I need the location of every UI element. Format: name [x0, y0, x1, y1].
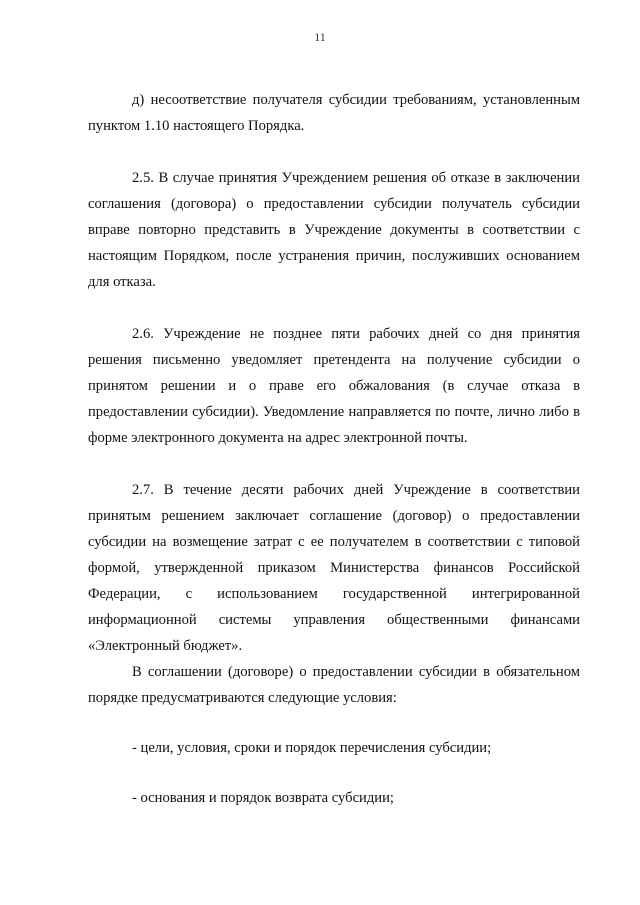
paragraph-spacer [88, 295, 580, 321]
paragraph-spacer [88, 139, 580, 165]
list-item-subsidy-return: - основания и порядок возврата субсидии; [132, 790, 394, 806]
page-number: 11 [314, 30, 326, 44]
paragraph-2-7: 2.7. В течение десяти рабочих дней Учреждение в соответствии принятым решением заключает соглашение (договор) о предоставлении субсидии на возмещение затрат с ее получателем в соответствии с типовой формой, утвержденной приказом Министерства финансов Российской Федерации, с использованием государственной интегрированной информационной системы управления общественными финансами «Электронный бюджет». [88, 482, 580, 654]
paragraph-2-6: 2.6. Учреждение не позднее пяти рабочих дней со дня принятия решения письменно уведомляет претендента на получение субсидии о принятом решении и о праве его обжалования (в случае отказа в предоставлении субсидии). Уведомление направляется по почте, лично либо в форме электронного документа на адрес электронной почты. [88, 326, 580, 446]
paragraph-spacer [88, 761, 580, 785]
paragraph-spacer [88, 711, 580, 735]
paragraph-agreement-conditions: В соглашении (договоре) о предоставлении субсидии в обязательном порядке предусматриваются следующие условия: [88, 664, 580, 706]
paragraph-spacer [88, 451, 580, 477]
paragraph-item-d: д) несоответствие получателя субсидии требованиям, установленным пунктом 1.10 настоящего Порядка. [88, 92, 580, 134]
list-item-subsidy-goals: - цели, условия, сроки и порядок перечисления субсидии; [132, 740, 492, 756]
paragraph-2-5: 2.5. В случае принятия Учреждением решения об отказе в заключении соглашения (договора) о предоставлении субсидии получатель субсидии вправе повторно представить в Учреждение документы в соответствии с настоящим Порядком, после устранения причин, послуживших основанием для отказа. [88, 170, 580, 290]
document-body [88, 87, 580, 811]
